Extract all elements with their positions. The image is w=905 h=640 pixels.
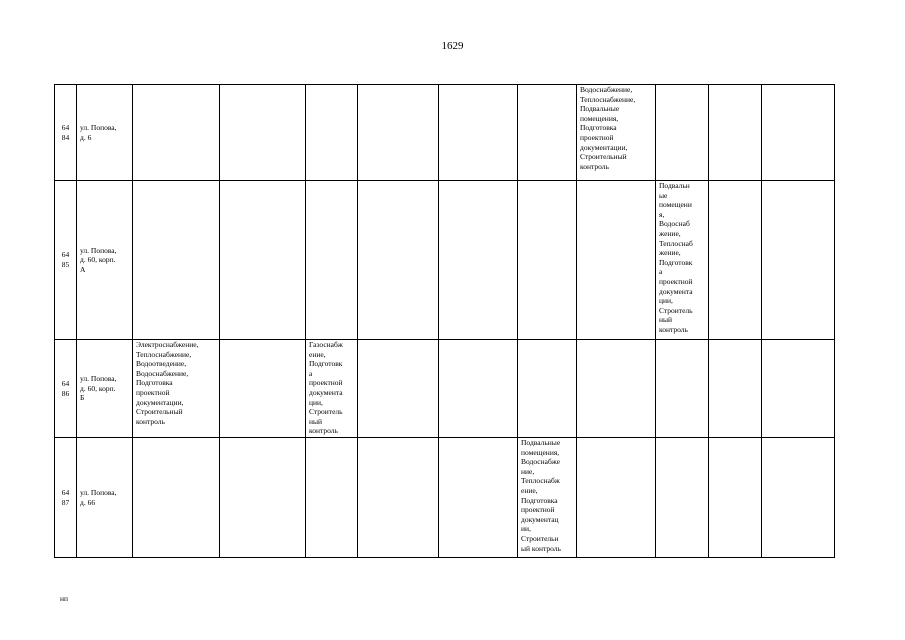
address-cell: ул. Попова, д. 60, корп. Б	[77, 340, 133, 438]
work-cell	[518, 85, 577, 181]
table-row	[55, 85, 835, 181]
address-cell: ул. Попова, д. 66	[77, 438, 133, 558]
work-cell	[220, 438, 306, 558]
address-cell: ул. Попова, д. 60, корп. А	[77, 181, 133, 340]
work-cell	[439, 181, 518, 340]
work-cell	[656, 85, 709, 181]
work-cell	[439, 438, 518, 558]
work-cell	[577, 438, 656, 558]
work-cell	[762, 181, 835, 340]
work-cell	[306, 438, 358, 558]
work-cell	[358, 181, 439, 340]
work-cell	[133, 85, 220, 181]
work-cell	[762, 438, 835, 558]
table-row	[55, 340, 835, 438]
work-cell: Подвальные помещения, Водоснабже ние, Теплоснабж ение, Подготовка проектной документац ии, Строительн ый контроль	[518, 438, 577, 558]
row-number-cell: 64 85	[55, 181, 77, 340]
work-cell: Электроснабжение, Теплоснабжение, Водоотведение, Водоснабжение, Подготовка проектной документации, Строительный контроль	[133, 340, 220, 438]
work-cell	[656, 438, 709, 558]
work-cell	[762, 85, 835, 181]
work-cell	[762, 340, 835, 438]
row-number-cell: 64 86	[55, 340, 77, 438]
work-cell	[518, 181, 577, 340]
work-cell	[709, 181, 762, 340]
table-row	[55, 181, 835, 340]
work-cell	[577, 340, 656, 438]
work-cell: Подвальн ые помещени я, Водоснаб жение, Теплоснаб жение, Подготовк а проектной документа ции, Строитель ный контроль	[656, 181, 709, 340]
work-cell	[518, 340, 577, 438]
work-cell	[656, 340, 709, 438]
work-cell: Газоснабж ение, Подготовк а проектной документа ции, Строитель ный контроль	[306, 340, 358, 438]
work-cell	[220, 85, 306, 181]
work-cell	[577, 181, 656, 340]
work-cell	[220, 181, 306, 340]
work-cell	[358, 85, 439, 181]
repair-schedule-table	[54, 84, 835, 558]
work-cell	[220, 340, 306, 438]
work-cell: Водоснабжение, Теплоснабжение, Подвальные помещения, Подготовка проектной документации, Строительный контроль	[577, 85, 656, 181]
row-number-cell: 64 84	[55, 85, 77, 181]
work-cell	[709, 438, 762, 558]
work-cell	[709, 340, 762, 438]
row-number-cell: 64 87	[55, 438, 77, 558]
work-cell	[358, 340, 439, 438]
work-cell	[306, 181, 358, 340]
work-cell	[439, 85, 518, 181]
work-cell	[306, 85, 358, 181]
work-cell	[709, 85, 762, 181]
address-cell: ул. Попова, д. 6	[77, 85, 133, 181]
work-cell	[439, 340, 518, 438]
page-number: 1629	[441, 40, 464, 52]
table-row	[55, 438, 835, 558]
work-cell	[133, 438, 220, 558]
work-cell	[358, 438, 439, 558]
footer-mark: нп	[60, 594, 69, 603]
work-cell	[133, 181, 220, 340]
